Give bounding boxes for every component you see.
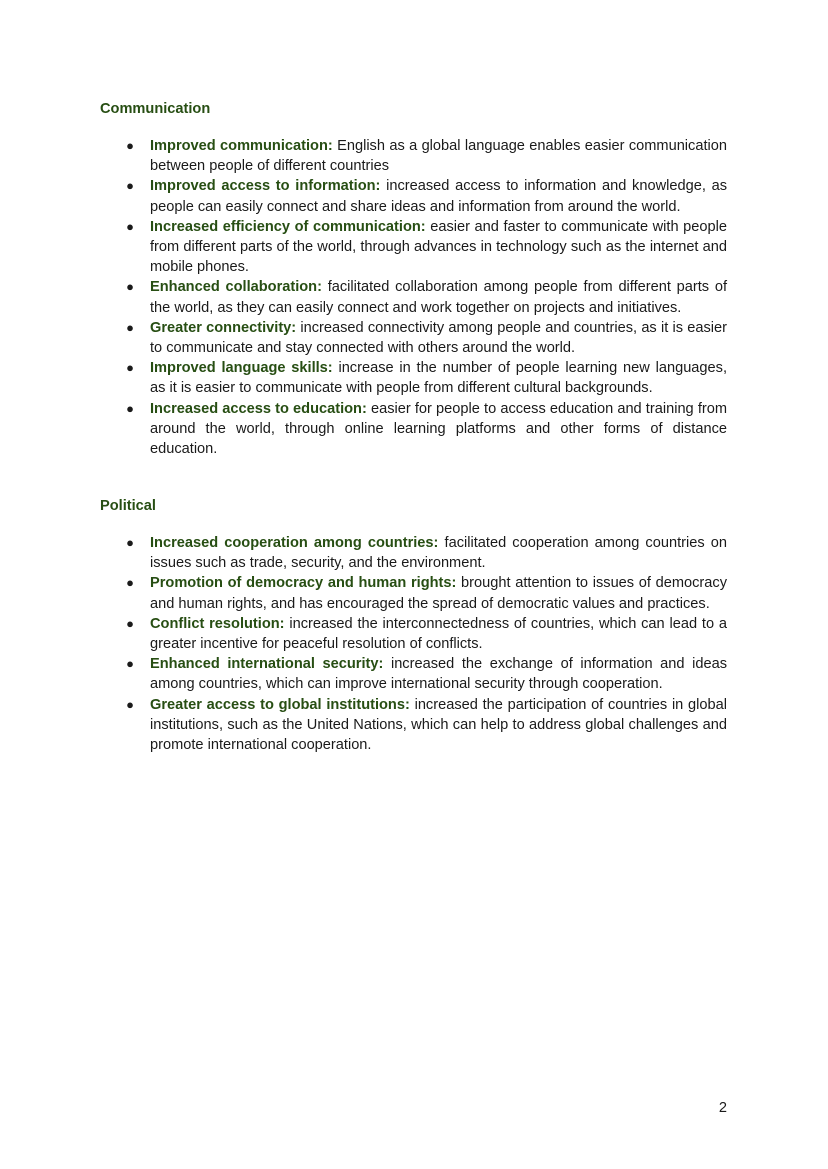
list-item xyxy=(126,573,727,613)
list-item-term: Conflict resolution: xyxy=(150,615,285,632)
bullet-icon: ● xyxy=(126,656,134,672)
list-item xyxy=(126,695,727,756)
page-number: 2 xyxy=(718,1100,727,1116)
list-item-text: increased access to information and knowledge, as people can easily connect and share ideas and information from around the world. xyxy=(150,178,728,215)
list-item-term: Enhanced collaboration: xyxy=(150,279,322,296)
bullet-icon: ● xyxy=(126,360,134,376)
list-item-text: increased the exchange of information and ideas among countries, which can improve international security through cooperation. xyxy=(150,656,727,693)
list-item xyxy=(126,614,727,654)
bullet-icon: ● xyxy=(126,575,134,591)
list-item xyxy=(126,136,727,176)
bullet-icon: ● xyxy=(126,138,134,153)
list-item xyxy=(126,318,727,358)
section-heading-communication: Communication xyxy=(100,101,211,117)
list-item-text: increase in the number of people learning new languages, as it is easier to communicate with people from different cultural backgrounds. xyxy=(150,360,728,397)
list-item-term: Greater access to global institutions: xyxy=(150,696,410,713)
bullet-icon: ● xyxy=(126,535,134,550)
list-item-term: Increased cooperation among countries: xyxy=(150,535,439,551)
bullet-icon: ● xyxy=(126,279,134,295)
list-item-text: increased the interconnectedness of countries, which can lead to a greater incentive for peaceful resolution of conflicts. xyxy=(150,615,727,653)
list-item-term: Increased access to education: xyxy=(150,400,367,417)
bullet-icon: ● xyxy=(126,178,134,194)
bullet-icon: ● xyxy=(126,696,134,712)
list-item-text: brought attention to issues of democracy and human rights, and has encouraged the spread of democratic values and practices. xyxy=(150,575,727,612)
bullet-icon: ● xyxy=(126,400,134,416)
list-item xyxy=(126,654,727,694)
bullet-list-political xyxy=(126,533,727,755)
list-item xyxy=(126,217,727,278)
list-item-text: increased connectivity among people and countries, as it is easier to communicate and stay connected with others around the world. xyxy=(150,319,727,357)
bullet-icon: ● xyxy=(126,615,134,631)
bullet-icon: ● xyxy=(126,319,134,335)
list-item-text: increased the participation of countries in global institutions, such as the United Nations, which can help to address global challenges and promote international cooperation. xyxy=(150,696,727,754)
list-item xyxy=(126,358,728,398)
list-item xyxy=(126,533,727,573)
bullet-icon: ● xyxy=(126,218,134,234)
list-item-term: Increased efficiency of communication: xyxy=(150,218,426,235)
list-item xyxy=(126,399,728,460)
list-item xyxy=(126,277,727,317)
list-item-term: Enhanced international security: xyxy=(150,656,384,673)
list-item-text: facilitated cooperation among countries on issues such as trade, security, and the environment. xyxy=(150,535,727,572)
list-item-text: easier for people to access education and training from around the world, through online learning platforms and other forms of distance education. xyxy=(150,400,728,458)
list-item-term: Improved access to information: xyxy=(150,178,381,195)
list-item-text: easier and faster to communicate with people from different parts of the world, through advances in technology such as the internet and mobile phones. xyxy=(150,218,727,276)
list-item-term: Improved communication: xyxy=(150,138,333,154)
section-heading-political: Political xyxy=(100,498,156,514)
list-item-term: Promotion of democracy and human rights: xyxy=(150,575,457,592)
bullet-list-communication xyxy=(126,136,728,459)
list-item-text: facilitated collaboration among people from different parts of the world, as they can easily connect and work together on projects and initiatives. xyxy=(150,279,727,316)
list-item xyxy=(126,176,728,216)
list-item-term: Greater connectivity: xyxy=(150,319,297,336)
list-item-term: Improved language skills: xyxy=(150,360,333,377)
list-item-text: English as a global language enables easier communication between people of different countries xyxy=(150,138,727,175)
